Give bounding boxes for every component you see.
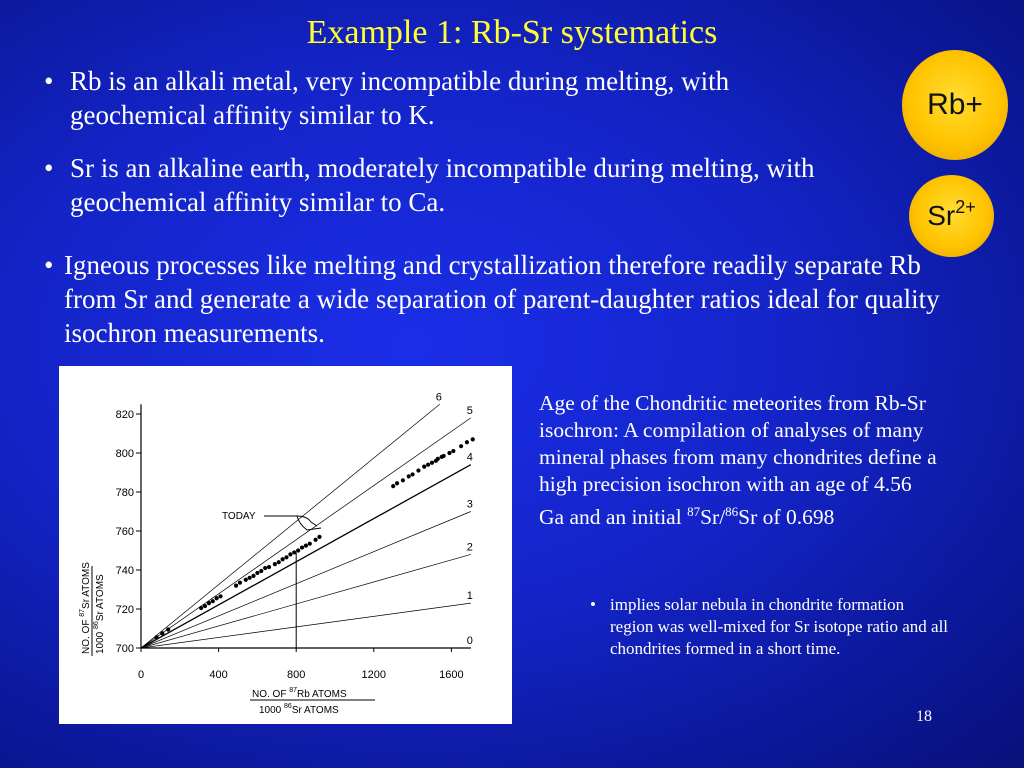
isochron-label-4: 4 xyxy=(466,451,473,464)
data-point xyxy=(465,440,469,444)
page-number: 18 xyxy=(916,708,932,725)
x-tick-label-800: 800 xyxy=(287,669,306,681)
data-point xyxy=(251,574,255,578)
bullet-igneous xyxy=(44,248,964,350)
sr-ion-label xyxy=(927,197,976,232)
data-point xyxy=(459,444,463,448)
isochron-label-3: 3 xyxy=(466,498,473,511)
isochron-line-3 xyxy=(141,512,471,649)
isochron-chart xyxy=(59,366,512,724)
isochron-line-4 xyxy=(141,465,471,648)
data-point xyxy=(248,576,252,580)
data-point xyxy=(391,484,395,488)
data-point xyxy=(207,601,211,605)
data-point xyxy=(442,454,446,458)
bullet-marker: • xyxy=(590,595,596,614)
isochron-label-2: 2 xyxy=(466,541,473,554)
isochron-line-5 xyxy=(141,418,471,648)
sub-bullet-text: implies solar nebula in chondrite formation region was well-mixed for Sr isotope ratio and all chondrites formed in a short time. xyxy=(610,595,949,658)
data-point xyxy=(447,451,451,455)
isochron-line-6 xyxy=(141,404,440,648)
y-tick-label-780: 780 xyxy=(115,487,134,499)
y-tick-label-820: 820 xyxy=(115,409,134,421)
x-axis-label-numerator: NO. OF $^{87}$Rb ATOMS xyxy=(252,687,347,700)
bullet-sr xyxy=(44,151,864,219)
bullet-marker: • xyxy=(44,66,54,96)
isochron-line-2 xyxy=(141,554,471,648)
data-point xyxy=(308,542,312,546)
y-tick-label-800: 800 xyxy=(115,448,134,460)
data-point xyxy=(238,581,242,585)
data-point xyxy=(244,578,248,582)
data-point xyxy=(277,560,281,564)
sr-ion-base: Sr xyxy=(927,200,956,231)
isochron-line-1 xyxy=(141,603,471,648)
bullet-list-top xyxy=(44,64,864,219)
y-tick-label-740: 740 xyxy=(115,565,134,577)
x-axis-label xyxy=(250,687,375,716)
y-axis-label-numerator: NO. OF $^{87}$Sr ATOMS xyxy=(79,562,92,654)
isochron-chart-svg xyxy=(59,366,512,724)
data-point xyxy=(296,548,300,552)
data-point xyxy=(284,555,288,559)
data-point xyxy=(154,635,158,639)
isochron-label-0: 0 xyxy=(466,635,473,647)
data-point xyxy=(288,552,292,556)
y-axis-label-denominator: 1000 $^{86}$Sr ATOMS xyxy=(93,574,106,654)
bullet-rb-text: Rb is an alkali metal, very incompatible during melting, with geochemical affinity similar to K. xyxy=(70,66,730,130)
data-point xyxy=(215,596,219,600)
data-point xyxy=(273,562,277,566)
data-point xyxy=(263,566,267,570)
isochron-label-6: 6 xyxy=(435,391,442,404)
data-point xyxy=(451,449,455,453)
x-tick-label-1200: 1200 xyxy=(361,669,387,681)
data-point xyxy=(255,571,259,575)
today-leader-line xyxy=(264,516,317,526)
sr-ion-charge: 2+ xyxy=(955,197,976,217)
sr-ion-sphere xyxy=(909,175,994,257)
y-tick-label-700: 700 xyxy=(115,643,134,655)
rb-ion-label: Rb+ xyxy=(927,88,983,121)
data-point xyxy=(160,631,164,635)
caption-sr-ratio: Sr/ xyxy=(700,505,726,530)
data-point xyxy=(416,468,420,472)
y-tick-label-760: 760 xyxy=(115,526,134,538)
data-point xyxy=(234,584,238,588)
data-point xyxy=(407,474,411,478)
bullet-marker: • xyxy=(44,153,54,183)
isochron-label-1: 1 xyxy=(466,590,473,603)
y-tick-label-720: 720 xyxy=(115,604,134,616)
bullet-sr-text: Sr is an alkaline earth, moderately incompatible during melting, with geochemical affinity similar to Ca. xyxy=(70,153,815,217)
x-tick-label-0: 0 xyxy=(137,669,145,681)
data-point xyxy=(314,538,318,542)
caption-sup-86: 86 xyxy=(725,504,739,519)
caption-sup-87: 87 xyxy=(687,504,701,519)
data-point xyxy=(199,606,203,610)
slide-title: Example 1: Rb-Sr systematics xyxy=(306,14,718,51)
data-point xyxy=(471,437,475,441)
y-axis-label xyxy=(79,562,106,656)
data-point xyxy=(259,569,263,573)
caption-initial-value: Sr of 0.698 xyxy=(738,505,835,530)
caption-text: Age of the Chondritic meteorites from Rb-Sr isochron: A compilation of analyses of many mineral phases from many chondrites define a high precision isochron with an age of 4.56 Ga and an initial xyxy=(539,391,937,530)
data-point xyxy=(166,627,170,631)
data-point xyxy=(218,594,222,598)
bullet-igneous-text: Igneous processes like melting and crystallization therefore readily separate Rb from Sr and generate a wide separation of parent-daughter ratios ideal for quality isochron measurements. xyxy=(64,250,940,348)
sub-bullet-solar-nebula xyxy=(590,594,950,660)
data-point xyxy=(300,545,304,549)
today-annotation-label: TODAY xyxy=(222,511,256,522)
data-point xyxy=(281,557,285,561)
x-axis-label-denominator: 1000 $^{86}$Sr ATOMS xyxy=(259,703,339,716)
data-point xyxy=(422,465,426,469)
data-point xyxy=(267,565,271,569)
data-point xyxy=(430,461,434,465)
rb-ion-sphere xyxy=(902,50,1008,160)
bullet-rb xyxy=(44,64,864,132)
data-point xyxy=(401,478,405,482)
x-tick-label-400: 400 xyxy=(209,669,228,681)
data-point xyxy=(395,481,399,485)
data-point xyxy=(436,457,440,461)
data-point xyxy=(211,599,215,603)
data-point xyxy=(304,544,308,548)
data-point xyxy=(317,535,321,539)
data-point xyxy=(203,604,207,608)
data-point xyxy=(426,463,430,467)
chart-caption xyxy=(539,390,939,531)
x-tick-label-1600: 1600 xyxy=(439,669,464,681)
data-point xyxy=(411,472,415,476)
isochron-label-5: 5 xyxy=(466,404,473,417)
bullet-marker: • xyxy=(44,250,54,280)
